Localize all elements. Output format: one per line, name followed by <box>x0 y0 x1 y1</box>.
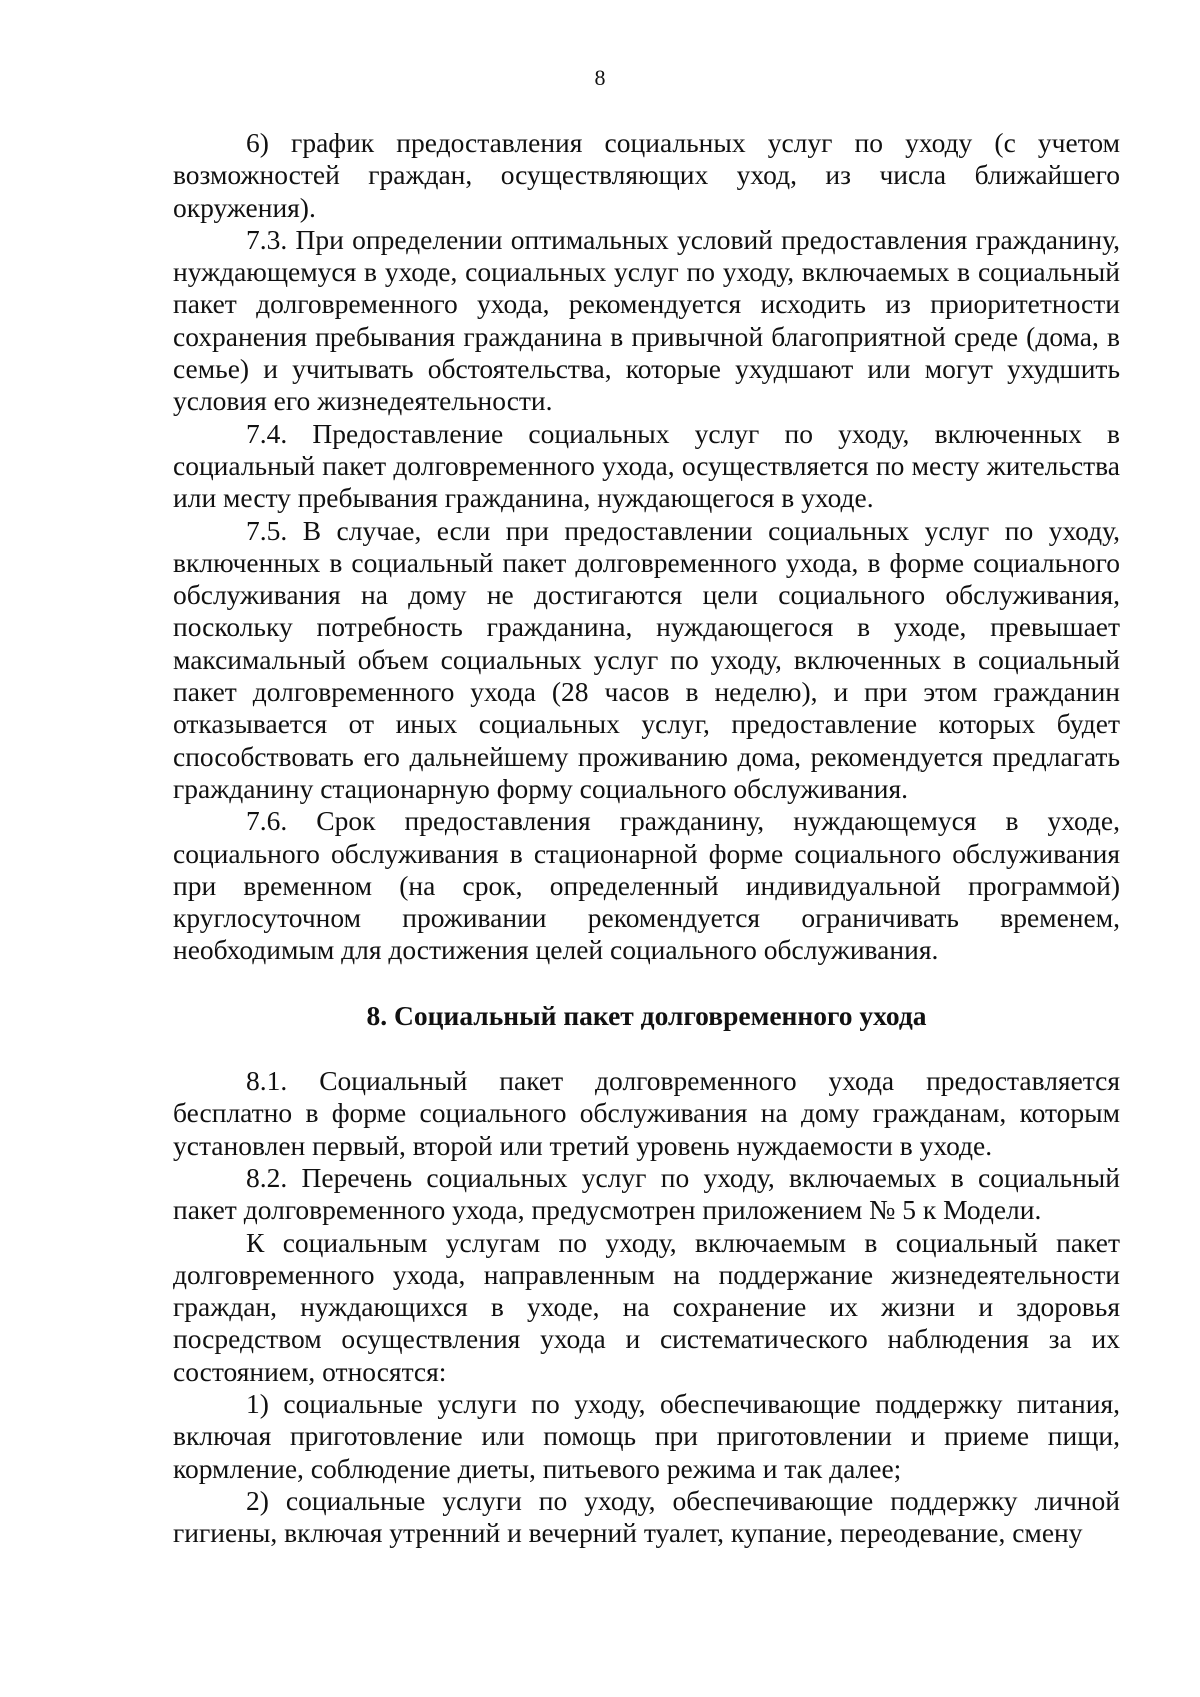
paragraph-7-3: 7.3. При определении оптимальных условий предоставления гражданину, нуждающемуся в уходе, социальных услуг по уходу, включаемых в социальный пакет долговременного ухода, рекомендуется исходить из приоритетности сохранения пребывания гражданина в привычной благоприятной среде (дома, в семье) и учитывать обстоятельства, которые ухудшают или могут ухудшить условия его жизнедеятельности. <box>173 223 1120 417</box>
paragraph-8-1: 8.1. Социальный пакет долговременного ухода предоставляется бесплатно в форме социального обслуживания на дому гражданам, которым установлен первый, второй или третий уровень нуждаемости в уходе. <box>173 1065 1120 1161</box>
paragraph-7-5: 7.5. В случае, если при предоставлении социальных услуг по уходу, включенных в социальный пакет долговременного ухода, в форме социального обслуживания на дому не достигаются цели социального обслуживания, поскольку потребность гражданина, нуждающегося в уходе, превышает максимальный объем социальных услуг по уходу, включенных в социальный пакет долговременного ухода (28 часов в неделю), и при этом гражданин отказывается от иных социальных услуг, предоставление которых будет способствовать его дальнейшему проживанию дома, рекомендуется предлагать гражданину стационарную форму социального обслуживания. <box>173 514 1120 804</box>
section-heading: 8. Социальный пакет долговременного ухода <box>366 999 927 1031</box>
page-number: 8 <box>594 65 606 90</box>
paragraph-services-intro: К социальным услугам по уходу, включаемым в социальный пакет долговременного ухода, направленным на поддержание жизнедеятельности граждан, нуждающихся в уходе, на сохранение их жизни и здоровья посредством осуществления ухода и систематического наблюдения за их состоянием, относятся: <box>173 1226 1120 1387</box>
paragraph-8-2: 8.2. Перечень социальных услуг по уходу, включаемых в социальный пакет долговременного ухода, предусмотрен приложением № 5 к Модели. <box>173 1161 1120 1226</box>
document-body <box>173 127 1120 1549</box>
paragraph-services-item-1: 1) социальные услуги по уходу, обеспечивающие поддержку питания, включая приготовление или помощь при приготовлении и приеме пищи, кормление, соблюдение диеты, питьевого режима и так далее; <box>173 1387 1120 1484</box>
paragraph-item-6: 6) график предоставления социальных услуг по уходу (с учетом возможностей граждан, осуществляющих уход, из числа ближайшего окружения). <box>173 127 1120 223</box>
paragraph-7-6: 7.6. Срок предоставления гражданину, нуждающемуся в уходе, социального обслуживания в стационарной форме социального обслуживания при временном (на срок, определенный индивидуальной программой) круглосуточном проживании рекомендуется ограничивать временем, необходимым для достижения целей социального обслуживания. <box>173 805 1120 966</box>
paragraph-services-item-2: 2) социальные услуги по уходу, обеспечивающие поддержку личной гигиены, включая утренний и вечерний туалет, купание, переодевание, смену <box>173 1484 1120 1549</box>
paragraph-7-4: 7.4. Предоставление социальных услуг по уходу, включенных в социальный пакет долговременного ухода, осуществляется по месту жительства или месту пребывания гражданина, нуждающегося в уходе. <box>173 417 1120 514</box>
